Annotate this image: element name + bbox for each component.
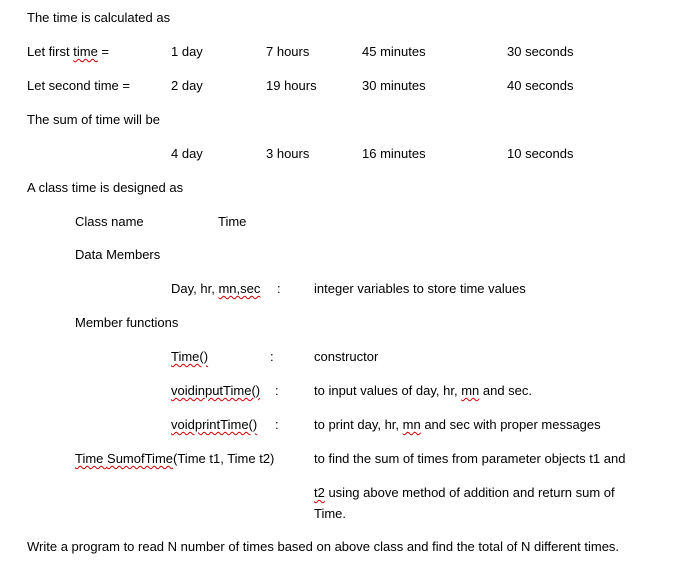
data-members-colon: : xyxy=(277,281,281,296)
sum-day: 4 day xyxy=(171,146,203,161)
func-inputtime-desc xyxy=(314,383,532,399)
time2-seconds: 40 seconds xyxy=(507,78,574,93)
func-sumoftime-desc-squiggle: t2 xyxy=(314,485,325,500)
func-sumoftime-desc-line1: to find the sum of times from parameter objects t1 and xyxy=(314,451,626,466)
sum-intro-text: The sum of time will be xyxy=(27,112,160,127)
func-sumoftime-name-b: (Time t1, Time t2) xyxy=(173,451,275,466)
time1-label-prefix: Let first xyxy=(27,44,74,59)
func-printtime-desc xyxy=(314,417,601,433)
sum-minutes: 16 minutes xyxy=(362,146,426,161)
func-sumoftime-name-squiggle: SumofTime xyxy=(107,451,174,466)
func-printtime-desc-a: to print day, hr, xyxy=(314,417,403,432)
time2-label: Let second time = xyxy=(27,78,130,93)
func-sumoftime-name-a: Time xyxy=(75,451,108,466)
closing-instruction: Write a program to read N number of times based on above class and find the total of N different times. xyxy=(27,539,620,554)
func-printtime-desc-b: and sec with proper messages xyxy=(420,417,601,432)
func-inputtime-desc-squiggle: mn xyxy=(461,383,480,398)
data-members-desc: integer variables to store time values xyxy=(314,281,526,296)
time2-day: 2 day xyxy=(171,78,203,93)
sum-seconds: 10 seconds xyxy=(507,146,574,161)
func-printtime-colon: : xyxy=(275,417,279,432)
time1-minutes: 45 minutes xyxy=(362,44,426,59)
time2-minutes: 30 minutes xyxy=(362,78,426,93)
data-members-names-squiggle: mn,sec xyxy=(218,281,261,296)
time1-label xyxy=(27,44,109,60)
class-name-label: Class name xyxy=(75,214,144,229)
time1-day: 1 day xyxy=(171,44,203,59)
class-name-value: Time xyxy=(218,214,247,229)
intro-text: The time is calculated as xyxy=(27,10,171,25)
func-printtime-name: voidprintTime() xyxy=(171,417,258,432)
func-time-constructor-colon: : xyxy=(270,349,274,364)
time1-label-word: time xyxy=(73,44,98,59)
func-inputtime-name: voidinputTime() xyxy=(171,383,261,398)
time1-label-suffix: = xyxy=(97,44,110,59)
data-members-label: Data Members xyxy=(75,247,161,262)
member-functions-label: Member functions xyxy=(75,315,179,330)
time2-hours: 19 hours xyxy=(266,78,317,93)
time1-hours: 7 hours xyxy=(266,44,310,59)
data-members-names xyxy=(171,281,260,297)
data-members-names-prefix: Day, hr, xyxy=(171,281,219,296)
func-printtime-desc-squiggle: mn xyxy=(402,417,421,432)
func-time-constructor-name: Time() xyxy=(171,349,209,364)
func-inputtime-desc-a: to input values of day, hr, xyxy=(314,383,462,398)
sum-hours: 3 hours xyxy=(266,146,310,161)
func-inputtime-desc-b: and sec. xyxy=(479,383,533,398)
func-sumoftime-desc-line2 xyxy=(314,485,615,501)
func-time-constructor-desc: constructor xyxy=(314,349,379,364)
func-sumoftime-desc-line3: Time. xyxy=(314,506,347,521)
time1-seconds: 30 seconds xyxy=(507,44,574,59)
func-inputtime-colon: : xyxy=(275,383,279,398)
class-intro-text: A class time is designed as xyxy=(27,180,184,195)
func-sumoftime-desc-line2-rest: using above method of addition and return sum of xyxy=(324,485,615,500)
func-sumoftime-name xyxy=(75,451,274,467)
